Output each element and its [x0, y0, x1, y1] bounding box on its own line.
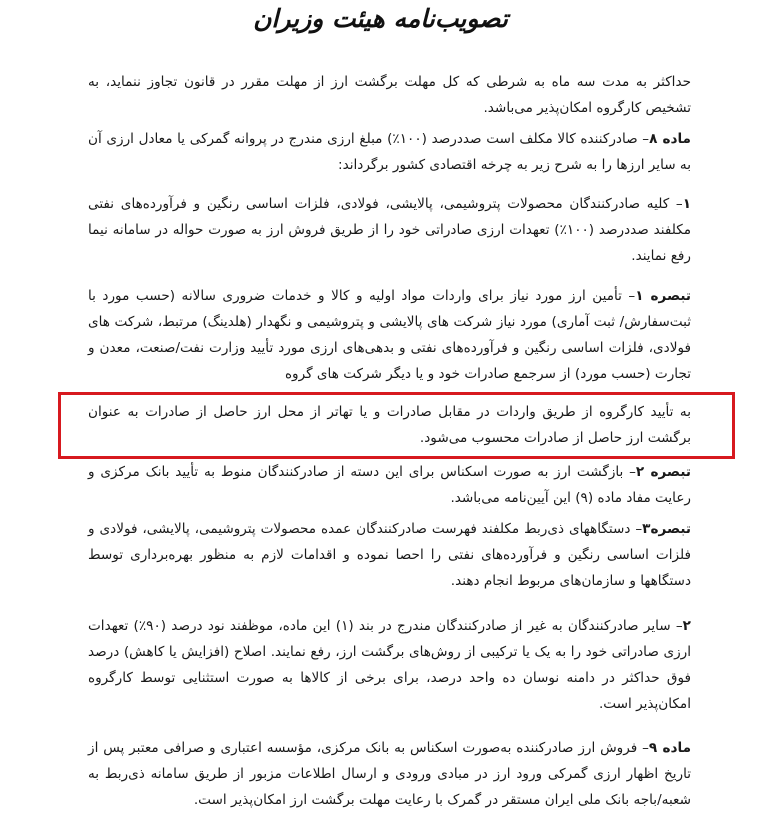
paragraph-lead: تبصره ۱ — [635, 288, 691, 304]
paragraph-text: – تأمین ارز مورد نیاز برای واردات مواد اولیه و کالا و خدمات ضروری سالانه (حسب مورد با ثبت‌سفارش/ ثبت آماری) مورد نیاز شرکت های پالایشی و پتروشیمی و نگهدار (هلدینگ) مرتبط، شرکت های فولادی، فلزات اساسی رنگین و فرآورده‌های نفتی و بدهی‌های ارزی مورد تأیید وزارت نفت/صنعت، معدن و تجارت (حسب مورد) از سرجمع صادرات خود و یا دیگر شرکت های گروه — [88, 288, 691, 382]
paragraph-article-9 — [88, 735, 691, 813]
paragraph-text: – بازگشت ارز به صورت اسکناس برای این دسته از صادرکنندگان منوط به تأیید بانک مرکزی و رعایت مفاد ماده (۹) این آیین‌نامه می‌باشد. — [88, 464, 691, 506]
paragraph-lead: ۲ — [682, 618, 691, 634]
paragraph-article-8 — [88, 126, 691, 178]
paragraph-clause-1 — [88, 191, 691, 269]
paragraph-intro — [88, 69, 691, 121]
paragraph-lead: تبصره۳ — [642, 521, 691, 537]
paragraph-text: – سایر صادرکنندگان به غیر از صادرکنندگان مندرج در بند (۱) این ماده، موظفند نود درصد (۹۰٪) تعهدات ارزی صادراتی خود را به یک یا ترکیبی از روش‌های برگشت ارز، رفع نمایند. اصلاح (افزایش یا کاهش) درصد فوق حداکثر در دامنه نوسان ده واحد درصد، برای برخی از کالاها به صورت استثنایی توسط کارگروه امکان‌پذیر است. — [88, 618, 691, 712]
paragraph-lead: ماده ۹ — [648, 740, 691, 756]
highlight-box — [58, 392, 735, 459]
paragraph-text: – فروش ارز صادرکننده به‌صورت اسکناس به بانک مرکزی، مؤسسه اعتباری و صرافی معتبر پس از تاریخ اظهار ارزی گمرکی ورود ارز در مبادی ورودی و ارسال اطلاعات مزبور از طریق سامانه ذی‌ربط به شعبه/باجه بانک ملی ایران مستقر در گمرک با رعایت مهلت برگشت ارز امکان‌پذیر است. — [88, 740, 691, 808]
paragraph-text: حداکثر به مدت سه ماه به شرطی که کل مهلت برگشت ارز از مهلت مقرر در قانون تجاوز ننماید، به تشخیص کارگروه امکان‌پذیر می‌باشد. — [88, 74, 691, 116]
paragraph-clause-2 — [88, 613, 691, 717]
document-header-title: تصویب‌نامه هیئت وزیران — [253, 4, 508, 33]
paragraph-text: – صادرکننده کالا مکلف است صددرصد (۱۰۰٪) مبلغ ارزی مندرج در پروانه گمرکی یا معادل ارزی آن به سایر ارزها را به شرح زیر به چرخه اقتصادی کشور برگرداند: — [88, 131, 691, 173]
paragraph-note-1 — [88, 283, 691, 387]
paragraph-lead: ماده ۸ — [649, 131, 691, 147]
paragraph-note-2 — [88, 459, 691, 511]
paragraph-text: به تأیید کارگروه از طریق واردات در مقابل صادرات و یا تهاتر از محل ارز حاصل از صادرات به عنوان برگشت ارز حاصل از صادرات محسوب می‌شود. — [88, 404, 691, 446]
paragraph-text: – کلیه صادرکنندگان محصولات پتروشیمی، پالایشی، فولادی، فلزات اساسی رنگین و فرآورده‌های نفتی مکلفند صددرصد (۱۰۰٪) تعهدات ارزی صادراتی خود را از طریق فروش ارز به صورت حواله در سامانه نیما رفع نمایند. — [88, 196, 691, 264]
paragraph-lead: ۱ — [682, 196, 691, 212]
paragraph-lead: تبصره ۲ — [635, 464, 691, 480]
paragraph-text: – دستگاههای ذی‌ربط مکلفند فهرست صادرکنندگان عمده محصولات پتروشیمی، پالایشی، فولادی و فلزات اساسی رنگین و فرآورده‌های نفتی را احصا نموده و اقدامات لازم به منظور بهره‌برداری توسط دستگاهها و سازمان‌های مربوط انجام دهند. — [88, 521, 691, 589]
paragraph-note-3 — [88, 516, 691, 594]
